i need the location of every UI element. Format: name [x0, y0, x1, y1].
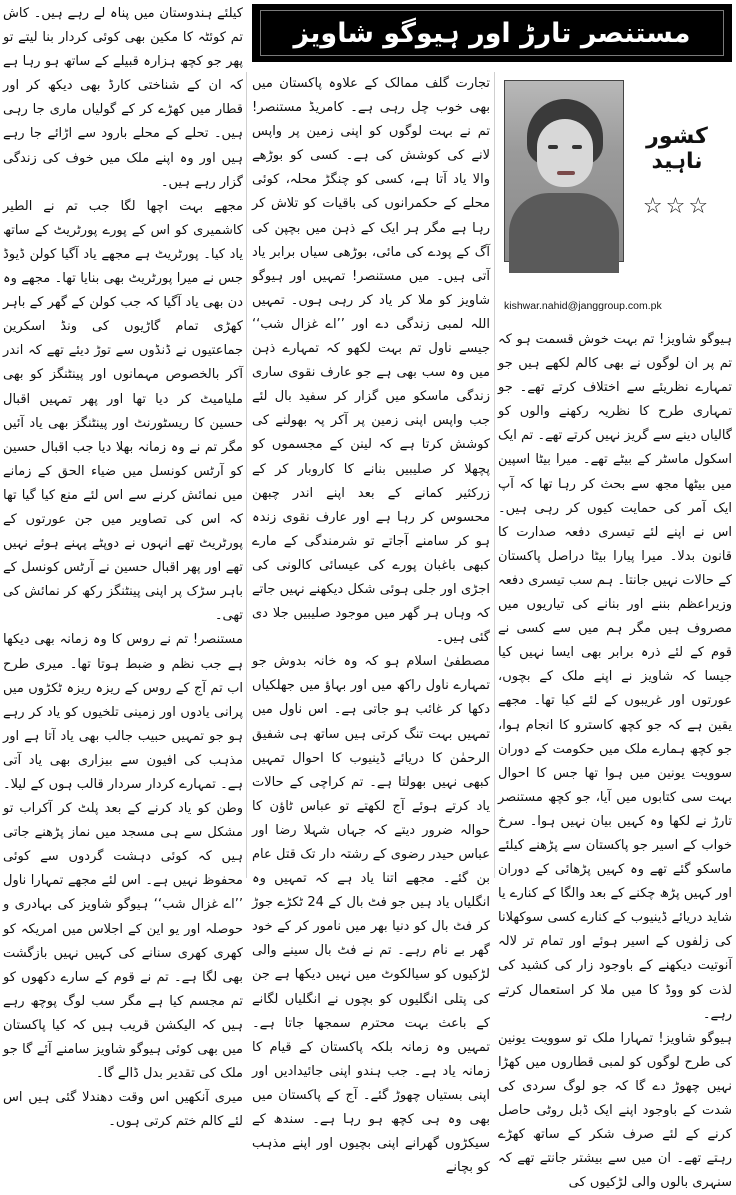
author-box [498, 74, 732, 324]
author-photo-body [509, 193, 619, 273]
author-photo-face [537, 119, 593, 187]
paragraph: تجارت گلف ممالک کے علاوہ پاکستان میں بھی خوب چل رہی ہے۔ کامریڈ مستنصر! تم نے بہت لوگوں کو اپنی زمین پر واپس لانے کی کوشش کی ہے۔ کسی کو بوڑھے والا یاد آتا ہے، کسی کو چنگڑ محلہ، کوئی محلے کے حکمرانوں کی باقیات کو تلاش کر رہا ہے مگر ہر ایک کے ذہن میں بچپن کی آگ کے پودے کی مائی، بوڑھی سیاں برابر یاد آتی ہیں۔ میں مستنصر! تمہیں اور ہیوگو شاویز کو ملا کر یاد کر رہی ہوں۔ تمہیں اللہ لمبی زندگی دے اور ’’اے غزال شب‘‘ جیسے ناول تم بہت لکھو کہ تمہارے ذہن میں وہ سب بھی ہے جو عارف نقوی ساری زندگی ماسکو میں گزار کر سفید بال لئے جب واپس اپنی زمین پر آکر پہ بھولنے کی کوشش کرتا ہے کہ لینن کے مجسموں کو پچھلا کر صلیبیں بنانے کا کاروبار کر کے زرکثیر کمانے کے بعد اپنے اندر چبھن محسوس کر رہا ہے اور عارف نقوی زندہ ہو کر سامنے آجاتے تو شرمندگی کے مارے کبھی باغبان پورے کی عیسائی کالونی کی اجڑی اور جلی ہوئی شکل دیکھنے نہیں جاتے کہ وہاں ہر گھر میں موجود صلیبیں جلا دی گئی ہیں۔ [252, 76, 490, 646]
article-column-left [3, 2, 243, 1130]
author-photo-eye [572, 145, 582, 149]
article-column-middle [252, 72, 490, 1176]
author-name: کشور ناہید [646, 124, 708, 174]
paragraph: میری آنکھیں اس وقت دھندلا گئی ہیں اس لئے کالم ختم کرتی ہوں۔ [3, 1090, 243, 1130]
paragraph: مستنصر! تم نے روس کا وہ زمانہ بھی دیکھا ہے جب نظم و ضبط ہوتا تھا۔ میری طرح اب تم آج کے روس کے ریزہ ریزہ ٹکڑوں میں پرانی یادوں اور زمینی تلخیوں کو یاد کر رہے ہو جو تمہیں حبیب جالب بھی یاد آتا ہے اور مذہب کی افیون سے بیزاری بھی یاد آتی ہے۔ تمہارے کردار سردار قالب ہوں کے لیلا۔ وطن کو یاد کرنے کے بعد پلٹ کر آکراب تو مشکل سے ہی مسجد میں نماز پڑھنے جاتی ہیں کہ کوئی دہشت گردوں سے کوئی محفوظ نہیں ہے۔ اس لئے مجھے تمہارا ناول ’’اے غزال شب‘‘ ہیوگو شاویز کی بہادری و حوصلہ اور یو این کے اجلاس میں امریکہ کو کھری کھری سنانے کی کہیں نہیں بازگشت بھی لگا ہے۔ تم نے قوم کے سارے دکھوں کو تم مجسم کیا ہے مگر سب لوگ پوچھ رہے ہیں کہ الیکشن قریب ہیں کہ کیا پاکستان میں بھی کوئی ہیوگو شاویز سامنے آئے گا جو ملک کی تقدیر بدل ڈالے گا۔ [3, 632, 243, 1082]
article-column-right [498, 328, 732, 1191]
paragraph: مصطفیٰ اسلام ہو کہ وہ خانہ بدوش جو تمہارے ناول راکھ میں اور بہاؤ میں جھلکیاں دکھا کر غائب ہو جاتی ہے۔ اس ناول میں تمہیں بہت تنگ کرتی ہیں ساتھ ہی شفیق الرحمٰن کا دریائے ڈینیوب کا احوال تمہیں کبھی نہیں بھولتا ہے۔ تم کراچی کے حالات یاد کرتے ہوئے آج لکھتے تو عباس ٹاؤن کا حوالہ ضرور دیتے کہ جہاں شہلا رضا اور عباس حیدر رضوی کے رشتہ دار تک قتل عام بن گئے۔ مجھے اتنا یاد ہے کہ تمہیں وہ انگلیاں یاد ہیں جو فٹ بال کے 24 ٹکڑے جوڑ کر فٹ بال کو دنیا بھر میں نامور کر کے خود گھر بے نام رہے۔ تم نے فٹ بال سینے والی لڑکیوں کو سیالکوٹ میں نہیں دیکھا ہے جن کی پتلی انگلیوں کو بچوں نے انگلیاں لگانے کے باعث بہت محترم سمجھا جاتا ہے۔ تمہیں وہ زمانہ بلکہ پاکستان کے قیام کا زمانہ یاد ہے۔ جب ہندو اپنی جائیدادیں اور اپنی بستیاں چھوڑ گئے۔ آج کے پاکستان میں بھی وہ ہی کچھ ہو رہا ہے۔ سندھ کے سیکڑوں گھرانے اپنی بچیوں اور اپنے مذہب کو بچانے [252, 654, 490, 1176]
author-photo-eye [548, 145, 558, 149]
paragraph: ہیوگو شاویز! تمہارا ملک تو سوویت یونین کی طرح لوگوں کو لمبی قطاروں میں کھڑا نہیں چھوڑ دے گا کہ جو لوگ سردی کی شدت کے باوجود اپنے ایک ڈبل روٹی حاصل کرنے کے لئے صرف شکر کے ساتھ کھڑے رہتے تھے۔ ان میں سے بیشتر جانتے تھے کہ سنہری بالوں والی لڑکیوں کی [498, 1030, 732, 1191]
column-title: مستنصر تارڑ اور ہیوگو شاویز [293, 17, 691, 49]
paragraph: کیلئے ہندوستان میں پناہ لے رہے ہیں۔ کاش تم کوئٹہ کا مکین بھی کوئی کردار بنا لیتے تو پھر جو کچھ ہزارہ قبیلے کے ساتھ ہو رہا ہے کہ ان کے شناختی کارڈ بھی دیکھ کر اور قطار میں کھڑے کر کے گولیاں ماری جا رہی ہیں۔ تحلے کے محلے بارود سے اڑائے جا رہے ہیں اور وہ اپنے ملک میں خوف کی زندگی گزار رہے ہیں۔ [3, 6, 243, 190]
paragraph: ہیوگو شاویز! تم بہت خوش قسمت ہو کہ تم پر ان لوگوں نے بھی کالم لکھے ہیں جو تمہارے نظریئے سے اختلاف کرتے تھے۔ جو تمہاری طرح کا نظریہ رکھنے والوں کو گالیاں دینے سے گریز نہیں کرتے تھے۔ تم ایک اسکول ماسٹر کے بیٹے تھے۔ میرا بیٹا اسپین میں بیٹھا مجھ سے بحث کر رہا تھا کہ آپ ایک آمر کی حمایت کیوں کر رہی ہیں۔ اس نے اپنے لئے تیسری دفعہ صدارت کا قانون بدلا۔ میرا پیارا بیٹا دراصل پاکستان کے حالات نہیں جانتا۔ ہم سب تیسری دفعہ وزیراعظم بننے اور بنانے کی تیاریوں میں مصروف ہیں مگر ہم میں سے کسی نے قوم کے لئے ذرہ برابر بھی ایسا نہیں کیا جیسا کہ شاویز نے اپنے ملک کے بچوں، عورتوں اور غریبوں کے لئے کیا تھا۔ مجھے یقین ہے کہ جو کچھ کاسترو کا انجام ہوا، جو کچھ ہمارے ملک میں حکومت کے دوران سوویت یونین میں ہوا تھا جس کا احوال بہت سی کتابوں میں آیا، جو کچھ مستنصر تارڑ نے لکھا وہ کہیں بیان نہیں ہوا۔ سرخ خواب کے اسیر جو پاکستان سے پڑھنے کیلئے ماسکو گئے تھے وہ کہیں پڑھائی کے دوران اور کہیں پڑھ چکنے کے بعد والگا کے کنارے یا شاید دریائے ڈینیوب کے کنارے کسی سوکھلانا کی زلفوں کے اسیر ہوئے اور تمام تر لالہ آنوتیت دیکھنے کے باوجود زار کی کشید کی لذت کو ووڈ کا میں ملا کر استعمال کرتے رہے۔ [498, 332, 732, 1022]
author-email-link[interactable]: kishwar.nahid@janggroup.com.pk [504, 300, 662, 312]
rating-stars: ☆☆☆ [642, 194, 712, 219]
paragraph: مجھے بہت اچھا لگا جب تم نے الطیر کاشمیری کو اس کے پورے پورٹریٹ کے ساتھ یاد کیا۔ پورٹریٹ ہے مجھے یاد آگیا کولن ڈیوڈ جس نے میرا پورٹریٹ بھی بنایا تھا۔ مجھے وہ دن بھی یاد آگیا کہ جب کولن کے گھر کے باہر کھڑی تمام گاڑیوں کی ونڈ اسکرین جماعتیوں نے ڈنڈوں سے توڑ دیئے تھے کہ اندر آکر بالخصوص مہمانوں اور پینٹنگز کو بھی ملیامیٹ کر دیا تھا اور پھر تمہیں اقبال حسین کا ریسٹورنٹ اور پینٹنگز بھی یاد آئیں مگر تم نے وہ زمانہ بھلا دیا جب اقبال حسین کو آرٹس کونسل میں ضیاء الحق کے زمانے میں نمائش کرنے سے اس لئے منع کیا گیا تھا کہ اس کی تصاویر میں جن عورتوں کے پورٹریٹ تھے انہوں نے دوپٹے پہنے ہوئے نہیں تھے اور پھر اقبال حسین نے آرٹس کونسل کے باہر سڑک پر اپنی پینٹنگز رکھ کر نمائش کی تھی۔ [3, 198, 243, 624]
column-title-banner [252, 4, 732, 62]
column-divider [246, 72, 247, 878]
column-divider [494, 72, 495, 878]
column-title-frame [260, 10, 724, 56]
author-photo [504, 80, 624, 262]
author-photo-mouth [557, 171, 575, 175]
